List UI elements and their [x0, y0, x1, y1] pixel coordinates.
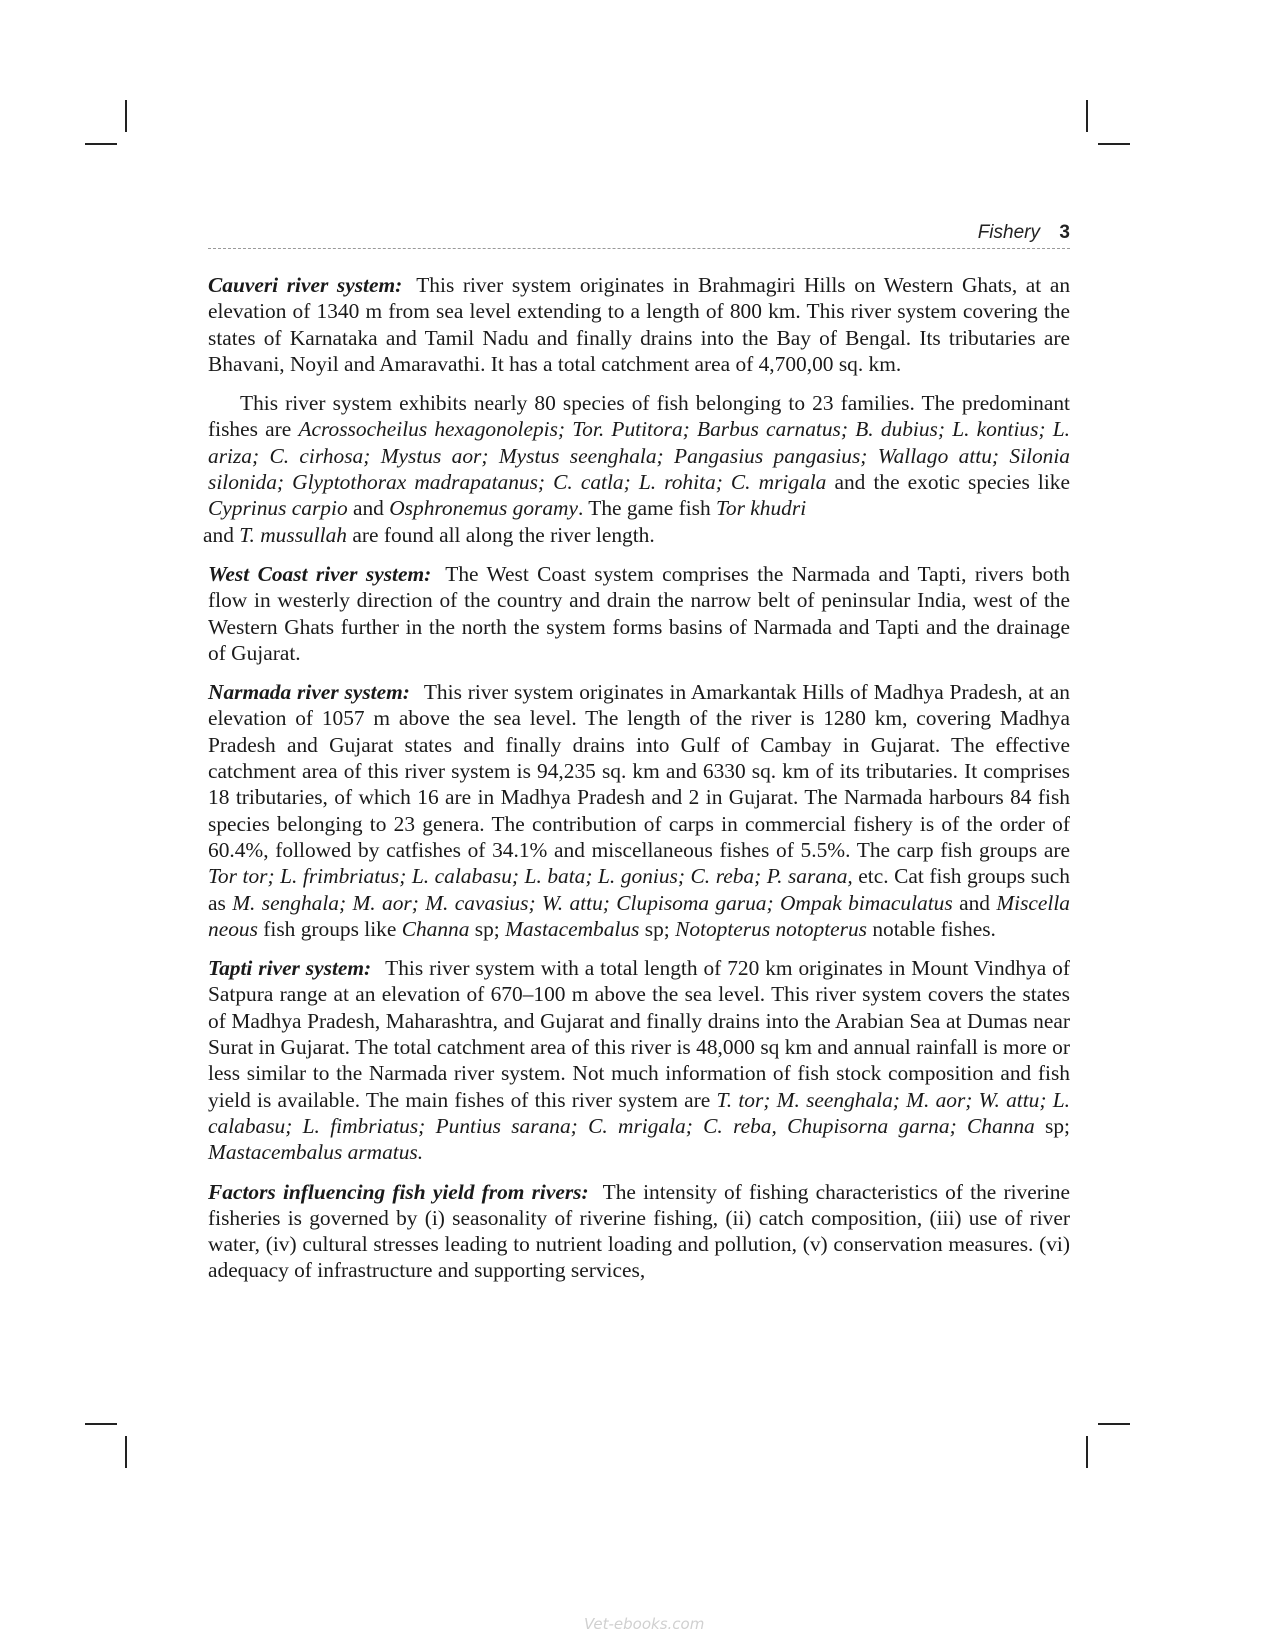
heading-narmada: Narmada river system: — [208, 680, 410, 705]
crop-mark-top-right-vertical — [1086, 100, 1088, 132]
text-span: and the exotic species like — [826, 470, 1070, 495]
text-span: etc. Cat fish groups such as — [208, 864, 1070, 915]
species-name: Mastacembalus — [505, 916, 640, 941]
text-span: This river system exhibits nearly 80 species of fish belonging to 23 families. The predominant fishes are — [208, 391, 1070, 442]
text-span: notable fishes. — [867, 916, 996, 941]
text-span: are found all along the river length. — [347, 522, 655, 547]
crop-mark-bottom-right-horizontal — [1098, 1423, 1130, 1425]
species-name: Miscella neous — [208, 890, 1070, 941]
crop-mark-bottom-left-vertical — [125, 1436, 127, 1468]
crop-mark-bottom-left-horizontal — [85, 1423, 117, 1425]
heading-tapti: Tapti river system: — [208, 956, 372, 981]
watermark: Vet-ebooks.com — [584, 1615, 705, 1633]
text-span: and — [952, 890, 997, 915]
text-span: and — [203, 522, 240, 547]
text-span: This river system originates in Amarkantak Hills of Madhya Pradesh, at an elevation of 1057 m above the sea level. The length of the river is 1280 km, covering Madhya Pradesh and Gujarat states and finally drains into Gulf of Cambay in Gujarat. The effective catchment area of this river system is 94,235 sq. km and 6330 sq. km of its tributaries. It comprises 18 tributaries, of which 16 are in Madhya Pradesh and 2 in Gujarat. The Narmada harbours 84 fish species belonging to 23 genera. The contribution of carps in commercial fishery is of the order of 60.4%, followed by catfishes of 34.1% and miscellaneous fishes of 5.5%. The carp fish groups are — [208, 680, 1070, 862]
heading-west-coast: West Coast river system: — [208, 561, 432, 586]
text-span: . The game fish — [577, 496, 716, 521]
species-name: Notopterus notopterus — [675, 916, 867, 941]
species-name: Tor khudri — [716, 496, 807, 521]
species-name: T. mussullah — [239, 522, 348, 547]
species-name: Osphronemus goramy — [389, 496, 578, 521]
text-span: sp; — [469, 916, 506, 941]
page-number: 3 — [1059, 222, 1070, 243]
crop-mark-top-left-vertical — [125, 100, 127, 132]
species-names: Acrossocheilus hexagonolepis; Tor. Putitora; Barbus carnatus; B. dubius; L. kontius; L. ariza; C. cirhosa; Mystus aor; Mystus seenghala; Pangasius pangasius; Wallago attu; Silonia silonida; Glyptothorax madrapatanus; C. catla; L. rohita; C. mrigala — [208, 417, 1071, 495]
paragraph-cauveri-species — [203, 390, 1071, 548]
paragraph-factors — [208, 1179, 1070, 1284]
paragraph-west-coast — [208, 561, 1070, 666]
species-names: Tor tor; L. frimbriatus; L. calabasu; L. bata; L. gonius; C. reba; P. sarana, — [208, 864, 853, 889]
text-span: sp; — [639, 916, 676, 941]
crop-mark-top-right-horizontal — [1098, 143, 1130, 145]
crop-mark-top-left-horizontal — [85, 143, 117, 145]
heading-factors: Factors influencing fish yield from rivers: — [208, 1179, 589, 1204]
text-west-coast: The West Coast system comprises the Narmada and Tapti, rivers both flow in westerly direction of the country and drain the narrow belt of peninsular India, west of the Western Ghats further in the north the system forms basins of Narmada and Tapti and the drainage of Gujarat. — [208, 561, 1070, 665]
header-title: Fishery — [977, 222, 1040, 243]
species-names: M. senghala; M. aor; M. cavasius; W. attu; Clupisoma garua; Ompak bimaculatus — [232, 890, 953, 915]
paragraph-cauveri — [208, 272, 1070, 377]
text-span: sp; — [1034, 1113, 1070, 1138]
species-name: Cyprinus carpio — [208, 496, 348, 521]
paragraph-narmada — [208, 679, 1070, 942]
heading-cauveri: Cauveri river system: — [208, 273, 403, 297]
text-span: fish groups like — [257, 916, 402, 941]
text-span: and — [347, 496, 390, 521]
text-span: This river system with a total length of 720 km originates in Mount Vindhya of Satpura range at an elevation of 670–100 m above the sea level. This river system covers the states of Madhya Pradesh, Maharashtra, and Gujarat and finally drains into the Arabian Sea at Dumas near Surat in Gujarat. The total catchment area of this river is 48,000 sq km and annual rainfall is more or less similar to the Narmada river system. Not much information of fish stock composition and fish yield is available. The main fishes of this river system are — [208, 956, 1071, 1112]
species-name: Mastacembalus armatus. — [208, 1140, 424, 1165]
text-factors: The intensity of fishing characteristics of the riverine fisheries is governed by (i) seasonality of riverine fishing, (ii) catch composition, (iii) use of river water, (iv) cultural stresses leading to nutrient loading and pollution, (v) conservation measures. (vi) adequacy of infrastructure and supporting services, — [208, 1179, 1070, 1283]
species-name: Channa — [401, 916, 470, 941]
paragraph-tapti — [208, 955, 1070, 1165]
running-header — [208, 218, 1070, 249]
page-content — [203, 272, 1071, 1297]
text-cauveri: This river system originates in Brahmagiri Hills on Western Ghats, at an elevation of 1340 m from sea level extending to a length of 800 km. This river system covering the states of Karnataka and Tamil Nadu and finally drains into the Bay of Bengal. Its tributaries are Bhavani, Noyil and Amaravathi. It has a total catchment area of 4,700,00 sq. km. — [208, 273, 1071, 376]
crop-mark-bottom-right-vertical — [1086, 1436, 1088, 1468]
species-names: T. tor; M. seenghala; M. aor; W. attu; L. calabasu; L. fimbriatus; Puntius sarana; C. mrigala; C. reba, Chupisorna garna; Channa — [208, 1087, 1070, 1138]
